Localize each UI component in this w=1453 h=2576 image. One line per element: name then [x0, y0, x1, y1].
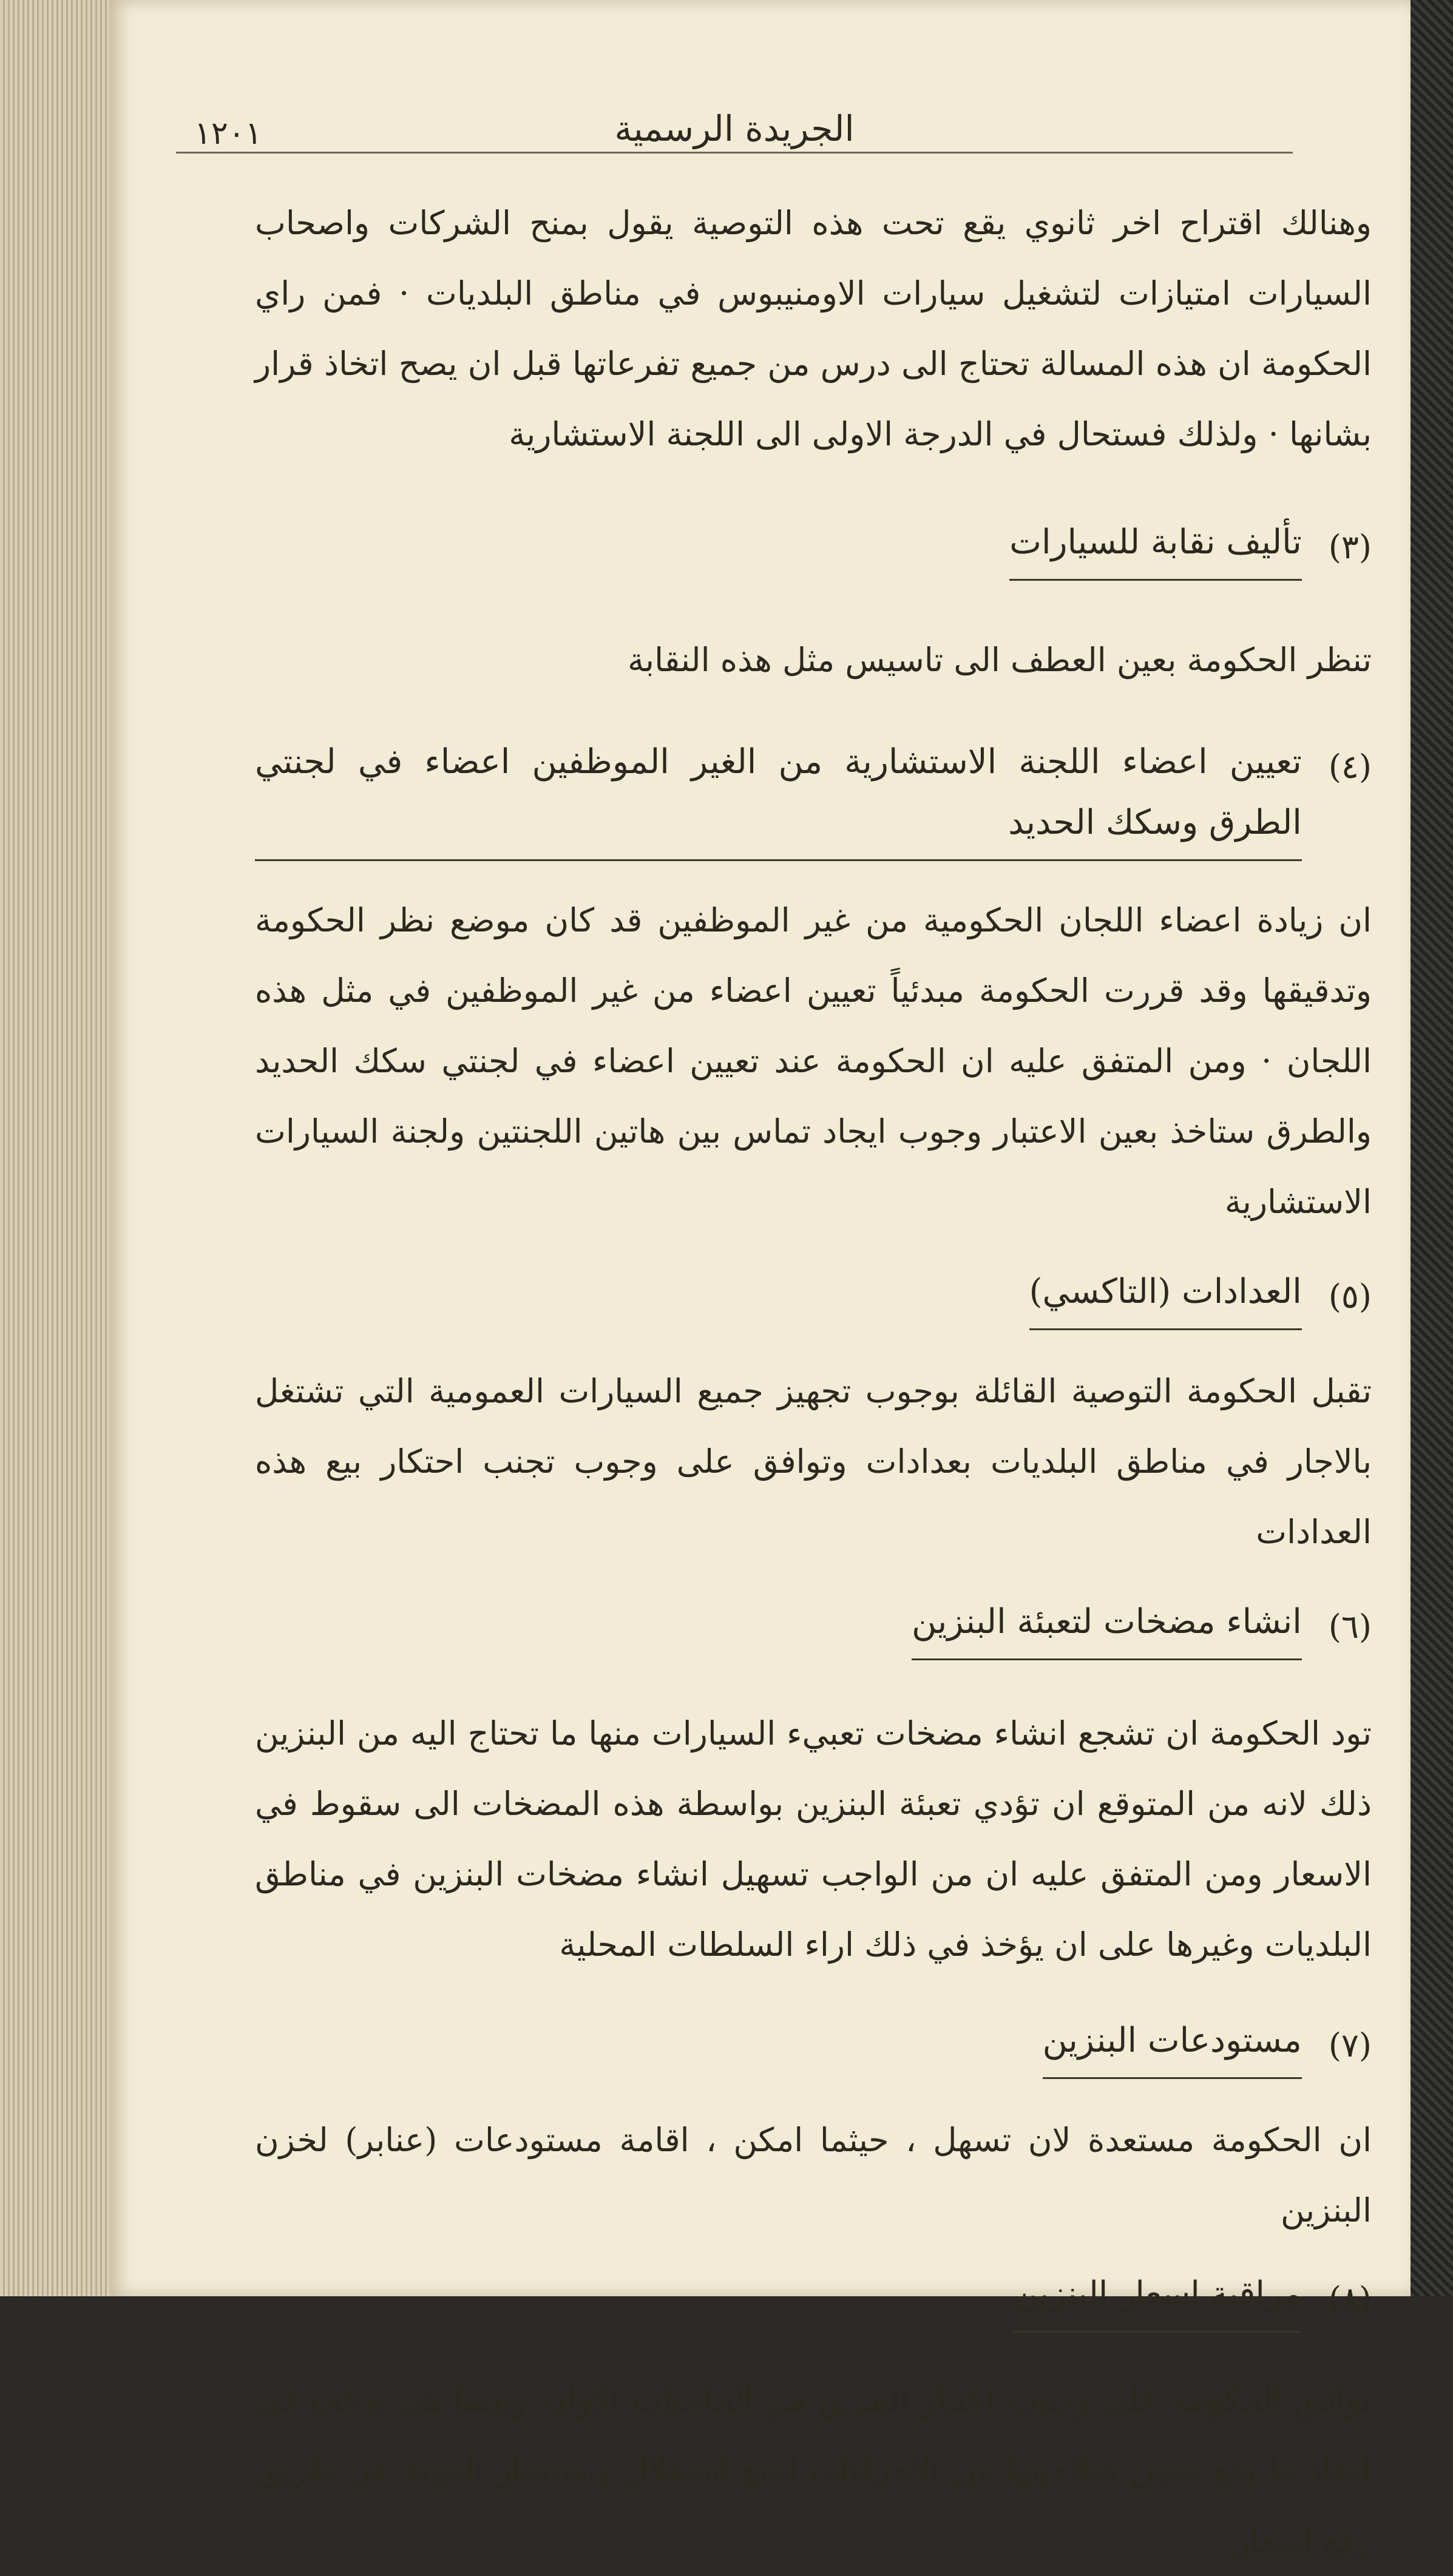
section-heading-3: [255, 512, 1372, 583]
page-number: ١٢٠١: [194, 115, 262, 152]
section-heading-5: [255, 1262, 1372, 1332]
document-page: [109, 0, 1411, 2560]
section-number: (٨): [1328, 2280, 1372, 2318]
section-number: (٥): [1328, 1277, 1372, 1316]
section-number: (٧): [1328, 2026, 1372, 2064]
section-heading-4: [255, 732, 1372, 861]
section-title: العدادات (التاكسي): [1029, 1262, 1302, 1330]
section-8-paragraph: توافق الحكومة على وجوب اعتبار البنزين من الحاجيات الاولية وبينما هي ترغب في اتخاذ ما يقع ضمن صلاحيتها من الاجراءات لمنع استغلال واستثمار المهنة عن طريق رفع اسعار: [255, 2381, 1372, 2560]
section-3-paragraph: تنظر الحكومة بعين العطف الى تاسيس مثل هذه النقابة: [628, 641, 1372, 679]
section-heading-6: [255, 1592, 1372, 1662]
section-number: (٤): [1328, 748, 1372, 786]
page-edges: [0, 0, 109, 2296]
section-number: (٣): [1328, 528, 1372, 566]
book-cover-edge: [1411, 0, 1453, 2296]
section-title: انشاء مضخات لتعبئة البنزين: [912, 1592, 1302, 1660]
section-7-paragraph: ان الحكومة مستعدة لان تسهل ، حيثما امكن ، اقامة مستودعات (عنابر) لخزن البنزين: [255, 2121, 1372, 2229]
section-heading-8: [255, 2264, 1372, 2334]
section-title: مستودعات البنزين: [1043, 2010, 1302, 2079]
section-title: تعيين اعضاء اللجنة الاستشارية من الغير الموظفين اعضاء في لجنتي الطرق وسكك الحديد: [255, 732, 1302, 861]
section-title: تأليف نقابة للسيارات: [1009, 512, 1302, 581]
section-6-paragraph: تود الحكومة ان تشجع انشاء مضخات تعبيء السيارات منها ما تحتاج اليه من البنزين ذلك لانه من المتوقع ان تؤدي تعبئة البنزين بواسطة هذه المضخات الى سقوط في الاسعار ومن المتفق عليه ان من الواجب تسهيل انشاء مضخات البنزين في مناطق البلديات وغيرها على ان يؤخذ في ذلك اراء السلطات المحلية: [255, 1714, 1372, 1964]
section-heading-7: [255, 2010, 1372, 2081]
section-number: (٦): [1328, 1607, 1372, 1646]
section-5-paragraph: تقبل الحكومة التوصية القائلة بوجوب تجهيز جميع السيارات العمومية التي تشتغل بالاجار في مناطق البلديات بعدادات وتوافق على وجوب تجنب احتكار بيع هذه العدادات: [255, 1372, 1372, 1551]
page-header: [176, 91, 1293, 154]
section-title: مراقبة اسعار البنزين: [1014, 2264, 1302, 2333]
publication-title: الجريدة الرسمية: [614, 108, 855, 149]
section-4-paragraph: ان زيادة اعضاء اللجان الحكومية من غير الموظفين قد كان موضع نظر الحكومة وتدقيقها وقد قررت الحكومة مبدئياً تعيين اعضاء من غير الموظفين في مثل هذه اللجان · ومن المتفق عليه ان الحكومة عند تعيين اعضاء في لجنتي سكك الحديد والطرق ستاخذ بعين الاعتبار وجوب ايجاد تماس بين هاتين اللجنتين ولجنة السيارات الاستشارية: [255, 901, 1372, 1221]
intro-paragraph: وهنالك اقتراح اخر ثانوي يقع تحت هذه التوصية يقول بمنح الشركات واصحاب السيارات امتيازات لتشغيل سيارات الاومنيبوس في مناطق البلديات · فمن راي الحكومة ان هذه المسالة تحتاج الى درس من جميع تفرعاتها قبل ان يصح اتخاذ قرار بشانها · ولذلك فستحال في الدرجة الاولى الى اللجنة الاستشارية: [255, 204, 1372, 453]
article-body: [255, 188, 1372, 2576]
